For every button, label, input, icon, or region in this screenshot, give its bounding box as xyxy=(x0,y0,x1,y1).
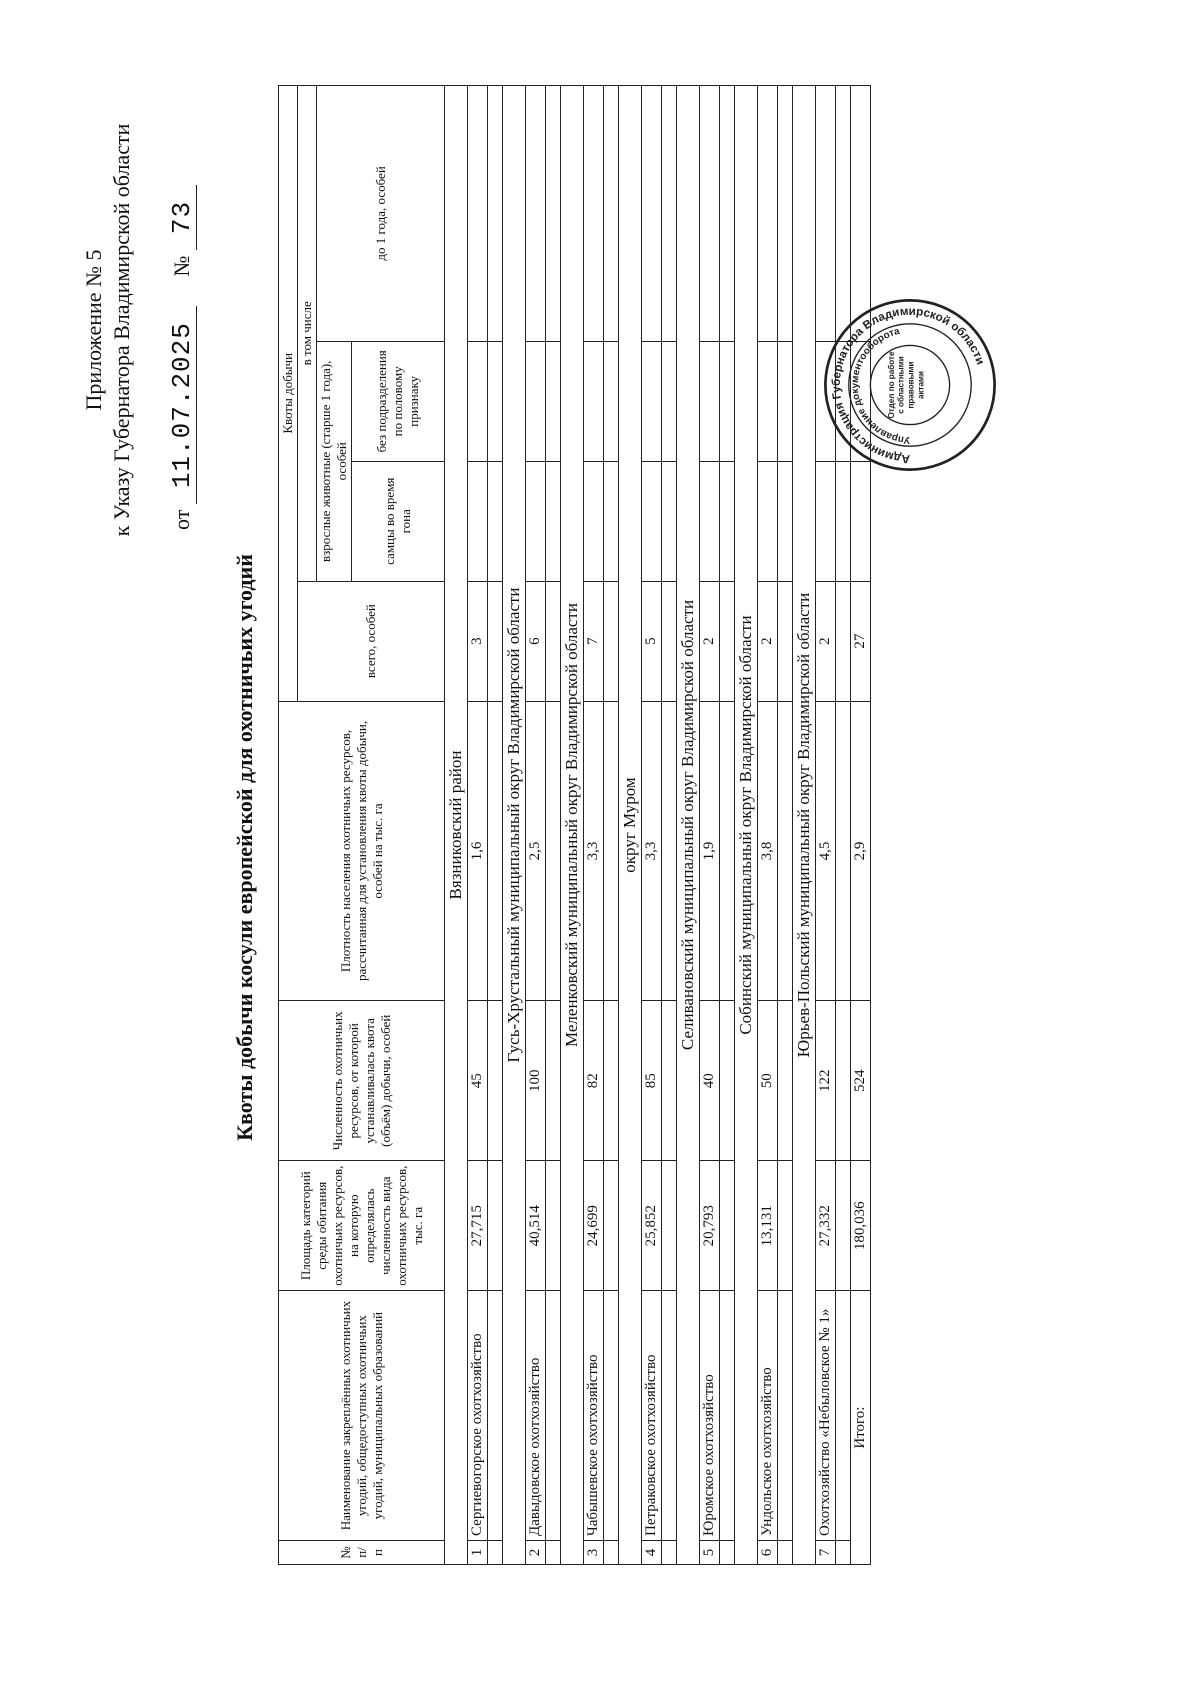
table-row xyxy=(584,86,604,1565)
col-young-header: до 1 года, особей xyxy=(317,86,445,342)
row-area: 27,715 xyxy=(468,1161,488,1291)
row-name: Сергиевогорское охотхозяйство xyxy=(468,1291,488,1541)
table-row xyxy=(700,86,720,1565)
row-density: 1,9 xyxy=(700,701,720,1001)
empty-cell xyxy=(836,1541,851,1565)
empty-cell xyxy=(546,581,561,701)
empty-cell xyxy=(488,461,503,581)
row-population: 40 xyxy=(700,1001,720,1161)
empty-cell xyxy=(836,701,851,1001)
group-row xyxy=(561,86,584,1565)
empty-cell xyxy=(604,581,619,701)
empty-cell xyxy=(662,461,677,581)
empty-cell xyxy=(488,581,503,701)
spacer-row xyxy=(488,86,503,1565)
col-density-header: Плотность населения охотничьих ресурсов, рассчитанная для установления квоты добычи, особей на тыс. га xyxy=(279,701,445,1001)
row-population: 82 xyxy=(584,1001,604,1161)
row-number: 1 xyxy=(468,1541,488,1565)
empty-cell xyxy=(720,461,735,581)
empty-cell xyxy=(778,86,793,342)
row-males xyxy=(758,461,778,581)
empty-cell xyxy=(488,1161,503,1291)
empty-cell xyxy=(546,701,561,1001)
row-nosex xyxy=(526,341,546,461)
totals-area: 180,036 xyxy=(851,1161,871,1291)
empty-cell xyxy=(778,1291,793,1541)
quota-table-body xyxy=(445,86,871,1565)
row-total: 3 xyxy=(468,581,488,701)
row-area: 24,699 xyxy=(584,1161,604,1291)
col-adults-header: взрослые животные (старше 1 года), особей xyxy=(317,341,352,581)
spacer-row xyxy=(778,86,793,1565)
row-males xyxy=(816,461,836,581)
row-total: 2 xyxy=(758,581,778,701)
document-header xyxy=(80,70,197,590)
row-total: 6 xyxy=(526,581,546,701)
empty-cell xyxy=(546,341,561,461)
empty-cell xyxy=(488,1291,503,1541)
group-row xyxy=(677,86,700,1565)
empty-cell xyxy=(778,701,793,1001)
empty-cell xyxy=(720,1001,735,1161)
stamp-inner-text: Управление документооборота xyxy=(849,325,911,446)
row-young xyxy=(584,86,604,342)
row-males xyxy=(468,461,488,581)
empty-cell xyxy=(720,1541,735,1565)
decree-label: к Указу Губернатора Владимирской области xyxy=(109,123,134,537)
empty-cell xyxy=(836,1001,851,1161)
empty-cell xyxy=(720,86,735,342)
empty-cell xyxy=(488,701,503,1001)
empty-cell xyxy=(662,581,677,701)
date-prefix: от xyxy=(169,509,194,530)
row-area: 25,852 xyxy=(642,1161,662,1291)
totals-males xyxy=(851,461,871,581)
table-row xyxy=(758,86,778,1565)
empty-cell xyxy=(662,1161,677,1291)
group-row xyxy=(735,86,758,1565)
empty-cell xyxy=(488,341,503,461)
spacer-row xyxy=(546,86,561,1565)
group-row xyxy=(445,86,468,1565)
empty-cell xyxy=(720,1161,735,1291)
row-total: 2 xyxy=(816,581,836,701)
col-including-header: в том числе xyxy=(298,86,317,582)
empty-cell xyxy=(836,461,851,581)
empty-cell xyxy=(662,1541,677,1565)
group-row xyxy=(503,86,526,1565)
stamp-outer-text: Администрация Губернатора Владимирской области xyxy=(829,304,987,466)
empty-cell xyxy=(778,1541,793,1565)
col-area-header: Площадь категорий среды обитания охотничьих ресурсов, на которую определялась численность вида охотничьих ресурсов, тыс. га xyxy=(279,1161,445,1291)
row-density: 3,3 xyxy=(584,701,604,1001)
totals-population: 524 xyxy=(851,1001,871,1161)
empty-cell xyxy=(778,341,793,461)
number-prefix: № xyxy=(169,255,194,277)
empty-cell xyxy=(604,1541,619,1565)
group-title: Селивановский муниципальный округ Владимирской области xyxy=(677,86,700,1565)
spacer-row xyxy=(720,86,735,1565)
col-nosex-header: без подразделения по половому признаку xyxy=(352,341,445,461)
empty-cell xyxy=(604,1001,619,1161)
col-quota-header: Квоты добычи xyxy=(279,86,298,702)
totals-label: Итого: xyxy=(851,1291,871,1565)
group-row xyxy=(793,86,816,1565)
date-line xyxy=(168,70,197,590)
row-young xyxy=(468,86,488,342)
row-area: 20,793 xyxy=(700,1161,720,1291)
row-density: 1,6 xyxy=(468,701,488,1001)
row-total: 5 xyxy=(642,581,662,701)
empty-cell xyxy=(778,461,793,581)
empty-cell xyxy=(836,1161,851,1291)
empty-cell xyxy=(488,1541,503,1565)
empty-cell xyxy=(836,581,851,701)
decree-date: 11.07.2025 xyxy=(168,306,197,504)
row-nosex xyxy=(584,341,604,461)
empty-cell xyxy=(604,461,619,581)
row-number: 5 xyxy=(700,1541,720,1565)
empty-cell xyxy=(488,86,503,342)
row-density: 3,3 xyxy=(642,701,662,1001)
empty-cell xyxy=(836,1291,851,1541)
empty-cell xyxy=(604,701,619,1001)
row-population: 100 xyxy=(526,1001,546,1161)
row-name: Давыдовское охотхозяйство xyxy=(526,1291,546,1541)
totals-total: 27 xyxy=(851,581,871,701)
empty-cell xyxy=(604,1161,619,1291)
row-number: 4 xyxy=(642,1541,662,1565)
row-area: 13,131 xyxy=(758,1161,778,1291)
row-nosex xyxy=(468,341,488,461)
group-title: Собинский муниципальный округ Владимирской области xyxy=(735,86,758,1565)
spacer-row xyxy=(662,86,677,1565)
row-males xyxy=(700,461,720,581)
decree-number: 73 xyxy=(168,185,197,250)
document-title: Квоты добычи косули европейской для охотничьих угодий xyxy=(232,554,257,1141)
empty-cell xyxy=(720,701,735,1001)
appendix-label: Приложение № 5 xyxy=(81,249,106,411)
table-row xyxy=(468,86,488,1565)
row-density: 3,8 xyxy=(758,701,778,1001)
empty-cell xyxy=(546,86,561,342)
empty-cell xyxy=(720,581,735,701)
row-population: 122 xyxy=(816,1001,836,1161)
row-name: Ундольское охотхозяйство xyxy=(758,1291,778,1541)
stamp-center-text: Отдел по работе с областными правовыми актами xyxy=(886,351,926,419)
row-total: 7 xyxy=(584,581,604,701)
group-row xyxy=(619,86,642,1565)
row-name: Охотхозяйство «Небыловское № 1» xyxy=(816,1291,836,1541)
empty-cell xyxy=(546,1541,561,1565)
row-number: 2 xyxy=(526,1541,546,1565)
row-number: 7 xyxy=(816,1541,836,1565)
empty-cell xyxy=(546,461,561,581)
empty-cell xyxy=(720,1291,735,1541)
row-nosex xyxy=(758,341,778,461)
empty-cell xyxy=(662,1291,677,1541)
quota-table xyxy=(278,85,871,1565)
col-total-header: всего, особей xyxy=(298,581,445,701)
group-title: округ Муром xyxy=(619,86,642,1565)
row-density: 2,5 xyxy=(526,701,546,1001)
col-num-header: № п/п xyxy=(279,1541,445,1565)
empty-cell xyxy=(778,1161,793,1291)
row-name: Чабышевское охотхозяйство xyxy=(584,1291,604,1541)
empty-cell xyxy=(546,1001,561,1161)
row-number: 3 xyxy=(584,1541,604,1565)
row-nosex xyxy=(700,341,720,461)
totals-density: 2,9 xyxy=(851,701,871,1001)
row-males xyxy=(642,461,662,581)
col-males-header: самцы во время гона xyxy=(352,461,445,581)
row-population: 45 xyxy=(468,1001,488,1161)
empty-cell xyxy=(546,1161,561,1291)
group-title: Вязниковский район xyxy=(445,86,468,1565)
empty-cell xyxy=(604,341,619,461)
official-stamp xyxy=(820,295,1000,475)
row-males xyxy=(526,461,546,581)
row-young xyxy=(642,86,662,342)
group-title: Меленковский муниципальный округ Владимирской области xyxy=(561,86,584,1565)
row-total: 2 xyxy=(700,581,720,701)
empty-cell xyxy=(604,86,619,342)
table-row xyxy=(642,86,662,1565)
row-area: 27,332 xyxy=(816,1161,836,1291)
group-title: Юрьев-Польский муниципальный округ Владимирской области xyxy=(793,86,816,1565)
row-males xyxy=(584,461,604,581)
group-title: Гусь-Хрустальный муниципальный округ Владимирской области xyxy=(503,86,526,1565)
row-population: 50 xyxy=(758,1001,778,1161)
row-name: Петраковское охотхозяйство xyxy=(642,1291,662,1541)
row-name: Юромское охотхозяйство xyxy=(700,1291,720,1541)
row-number: 6 xyxy=(758,1541,778,1565)
row-young xyxy=(758,86,778,342)
empty-cell xyxy=(720,341,735,461)
empty-cell xyxy=(662,1001,677,1161)
empty-cell xyxy=(778,581,793,701)
row-nosex xyxy=(642,341,662,461)
empty-cell xyxy=(662,341,677,461)
empty-cell xyxy=(778,1001,793,1161)
spacer-row xyxy=(604,86,619,1565)
col-name-header: Наименование закреплённых охотничьих угодий, общедоступных охотничьих угодий, муниципальных образований xyxy=(279,1291,445,1541)
empty-cell xyxy=(604,1291,619,1541)
row-density: 4,5 xyxy=(816,701,836,1001)
row-young xyxy=(700,86,720,342)
row-young xyxy=(526,86,546,342)
empty-cell xyxy=(488,1001,503,1161)
row-population: 85 xyxy=(642,1001,662,1161)
table-row xyxy=(526,86,546,1565)
empty-cell xyxy=(662,86,677,342)
empty-cell xyxy=(662,701,677,1001)
col-population-header: Численность охотничьих ресурсов, от которой устанавливалась квота (объём) добычи, особей xyxy=(279,1001,445,1161)
empty-cell xyxy=(546,1291,561,1541)
row-area: 40,514 xyxy=(526,1161,546,1291)
